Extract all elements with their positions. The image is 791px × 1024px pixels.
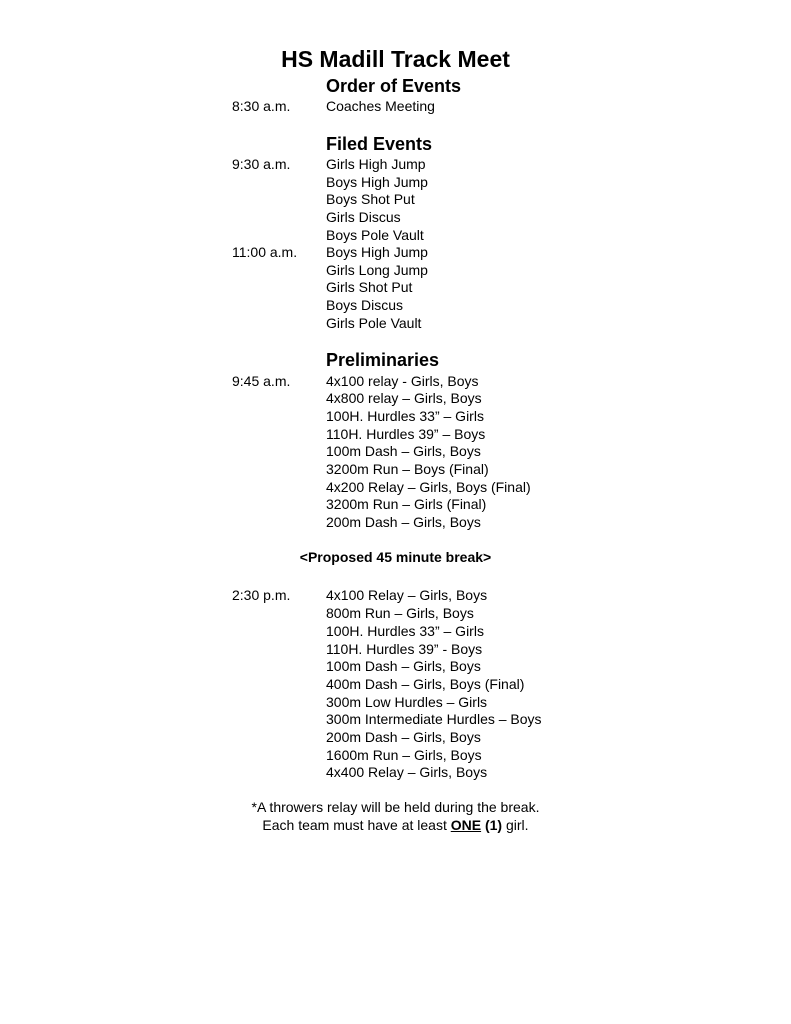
schedule-event: 4x100 relay - Girls, Boys: [326, 373, 479, 389]
schedule-event: 4x100 Relay – Girls, Boys: [326, 587, 488, 603]
schedule-time: 11:00 a.m.: [232, 244, 298, 260]
schedule-event: 800m Run – Girls, Boys: [326, 605, 474, 621]
schedule-event: Girls Long Jump: [326, 262, 428, 278]
schedule-event: Boys Discus: [326, 297, 404, 313]
schedule-event: Boys Pole Vault: [326, 227, 424, 243]
emphasis-one: ONE: [450, 817, 482, 833]
schedule-event: Girls Shot Put: [326, 279, 413, 295]
schedule-event: 4x400 Relay – Girls, Boys: [326, 764, 488, 780]
field-events-heading: Filed Events: [326, 134, 433, 154]
schedule-event: 100m Dash – Girls, Boys: [326, 658, 481, 674]
schedule-event: 300m Intermediate Hurdles – Boys: [326, 711, 542, 727]
preliminaries-heading: Preliminaries: [326, 350, 440, 370]
schedule-event: Girls Discus: [326, 209, 401, 225]
schedule-event: 100H. Hurdles 33” – Girls: [326, 623, 484, 639]
break-notice: <Proposed 45 minute break>: [299, 549, 492, 565]
schedule-event: Boys High Jump: [326, 244, 428, 260]
schedule-event: 200m Dash – Girls, Boys: [326, 729, 481, 745]
team-requirement-note: [0, 816, 791, 834]
page-title: HS Madill Track Meet: [281, 46, 510, 72]
schedule-event: 100H. Hurdles 33” – Girls: [326, 408, 484, 424]
schedule-time: 8:30 a.m.: [232, 98, 291, 114]
schedule-event: 3200m Run – Boys (Final): [326, 461, 489, 477]
schedule-event: 100m Dash – Girls, Boys: [326, 443, 481, 459]
schedule-event: Girls High Jump: [326, 156, 426, 172]
schedule-event: 110H. Hurdles 39” – Boys: [326, 426, 486, 442]
note-text: girl.: [502, 817, 529, 833]
schedule-event: Boys High Jump: [326, 174, 428, 190]
schedule-event: 1600m Run – Girls, Boys: [326, 747, 482, 763]
schedule-event: 4x200 Relay – Girls, Boys (Final): [326, 479, 531, 495]
schedule-event: 300m Low Hurdles – Girls: [326, 694, 488, 710]
schedule-time: 9:45 a.m.: [232, 373, 291, 389]
schedule-event: Coaches Meeting: [326, 98, 435, 114]
schedule-event: 4x800 relay – Girls, Boys: [326, 390, 482, 406]
schedule-event: 3200m Run – Girls (Final): [326, 496, 487, 512]
schedule-event: Boys Shot Put: [326, 191, 415, 207]
schedule-time: 9:30 a.m.: [232, 156, 291, 172]
schedule-event: 400m Dash – Girls, Boys (Final): [326, 676, 525, 692]
emphasis-count: (1): [484, 817, 503, 833]
note-text: Each team must have at least: [262, 817, 451, 833]
schedule-event: Girls Pole Vault: [326, 315, 422, 331]
order-of-events-heading: Order of Events: [326, 76, 462, 96]
schedule-event: 110H. Hurdles 39” - Boys: [326, 641, 483, 657]
throwers-relay-note: *A throwers relay will be held during the break.: [251, 799, 540, 815]
schedule-time: 2:30 p.m.: [232, 587, 291, 603]
schedule-event: 200m Dash – Girls, Boys: [326, 514, 481, 530]
